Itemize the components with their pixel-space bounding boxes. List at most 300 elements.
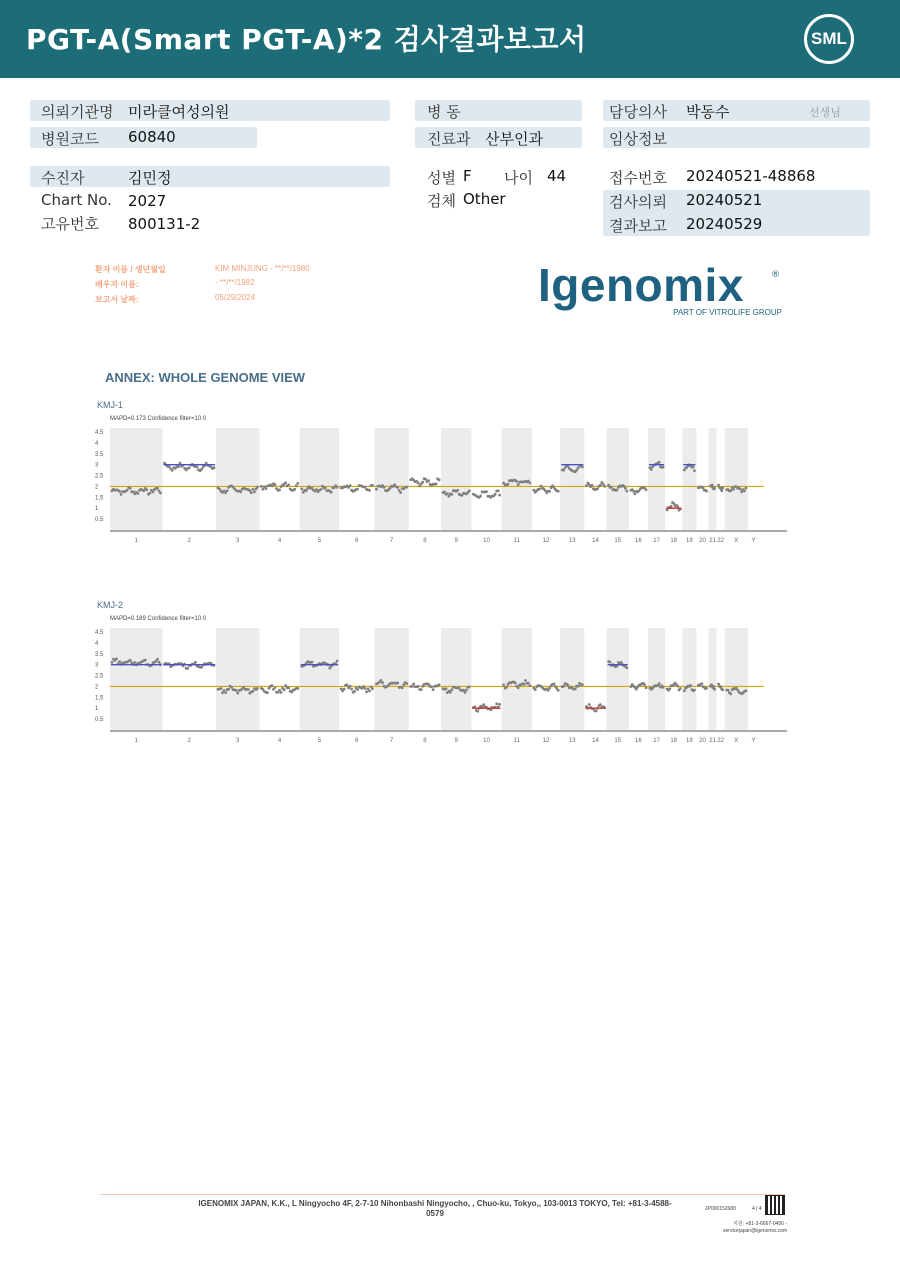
data-point xyxy=(743,490,746,493)
data-point xyxy=(305,489,308,492)
chromosome-band xyxy=(502,428,532,530)
x-tick-label: 20 xyxy=(699,538,706,544)
receipt-value: 20240521-48868 xyxy=(686,167,816,185)
data-point xyxy=(251,690,254,693)
data-point xyxy=(330,491,333,494)
department-label: 진료과 xyxy=(427,130,471,148)
data-point xyxy=(349,685,352,688)
igx-spouse-label: 배우자 이름: xyxy=(95,280,139,289)
y-tick-label: 1 xyxy=(95,706,99,713)
data-point xyxy=(650,468,653,471)
data-point xyxy=(676,685,679,688)
y-tick-label: 1 xyxy=(95,506,99,513)
data-point xyxy=(118,490,121,493)
data-point xyxy=(287,687,290,690)
footer-phone: 지원: +81-3-6667-0456 - xyxy=(733,1221,787,1227)
data-point xyxy=(412,683,415,686)
data-point xyxy=(364,486,367,489)
data-point xyxy=(430,685,433,688)
ward-label: 병 동 xyxy=(427,103,461,121)
x-tick-label: 12 xyxy=(542,538,550,544)
x-tick-label: 1 xyxy=(134,538,138,544)
department-value: 산부인과 xyxy=(485,130,543,148)
patient-label: 수진자 xyxy=(41,169,85,187)
data-point xyxy=(278,689,281,692)
chart-kmj-2 xyxy=(90,625,790,745)
data-point xyxy=(152,491,155,494)
sex-label: 성별 xyxy=(427,169,456,187)
data-point xyxy=(609,661,612,664)
y-tick-label: 2 xyxy=(95,684,99,691)
y-tick-label: 4.5 xyxy=(95,630,104,636)
x-tick-label: 19 xyxy=(686,738,693,744)
institution-value: 미라클여성의원 xyxy=(128,103,230,121)
data-point xyxy=(498,703,501,706)
data-point xyxy=(599,703,602,706)
x-tick-label: 2 xyxy=(187,738,191,744)
data-point xyxy=(701,682,704,685)
x-tick-label: 10 xyxy=(483,538,490,544)
footer-divider xyxy=(100,1194,786,1195)
data-point xyxy=(713,487,716,490)
data-point xyxy=(188,467,191,470)
sml-logo: SML xyxy=(804,14,854,64)
x-tick-label: 6 xyxy=(355,738,359,744)
data-point xyxy=(421,481,424,484)
data-point xyxy=(448,495,451,498)
igx-patient-value: KIM MINJUNG - **/**/1980 xyxy=(215,264,310,273)
data-point xyxy=(625,667,628,670)
patient-value: 김민정 xyxy=(128,169,172,187)
chromosome-band xyxy=(648,628,665,730)
igenomix-logo xyxy=(530,258,788,324)
chromosome-band xyxy=(110,428,162,530)
data-point xyxy=(514,682,517,685)
y-tick-label: 2 xyxy=(95,484,99,491)
data-point xyxy=(432,688,435,691)
x-tick-label: 4 xyxy=(277,738,282,744)
chromosome-band xyxy=(607,428,629,530)
data-point xyxy=(456,489,459,492)
x-tick-label: 20 xyxy=(699,738,706,744)
x-tick-label: 8 xyxy=(423,538,427,544)
data-point xyxy=(226,489,229,492)
data-point xyxy=(346,684,349,687)
data-point xyxy=(371,687,374,690)
data-point xyxy=(479,495,482,498)
data-point xyxy=(711,484,714,487)
y-tick-label: 3 xyxy=(95,662,99,669)
data-point xyxy=(401,687,404,690)
data-point xyxy=(485,490,488,493)
data-point xyxy=(450,688,453,691)
footer-email: servicejapan@igenomix.com xyxy=(723,1228,787,1234)
data-point xyxy=(343,688,346,691)
x-tick-label: 10 xyxy=(483,738,490,744)
chart-2-note: MAPD=0.189 Confidence filter=10.0 xyxy=(110,616,207,622)
chromosome-band xyxy=(374,428,408,530)
data-point xyxy=(495,702,498,705)
x-tick-label: 3 xyxy=(236,538,240,544)
report-date-label: 결과보고 xyxy=(609,217,667,235)
data-point xyxy=(186,667,189,670)
data-point xyxy=(368,690,371,693)
registered-mark: ® xyxy=(771,270,780,280)
x-tick-label: 8 xyxy=(423,738,427,744)
specimen-value: Other xyxy=(463,190,506,208)
data-point xyxy=(494,493,497,496)
chromosome-band xyxy=(441,628,471,730)
x-tick-label: 7 xyxy=(389,738,394,744)
chromosome-band xyxy=(560,428,584,530)
x-tick-label: 3 xyxy=(236,738,240,744)
data-point xyxy=(662,686,665,689)
data-point xyxy=(371,484,374,487)
data-point xyxy=(577,467,580,470)
data-point xyxy=(515,480,518,483)
data-point xyxy=(574,688,577,691)
data-point xyxy=(502,684,505,687)
data-point xyxy=(224,691,227,694)
chromosome-band xyxy=(110,628,162,730)
x-tick-label: 22 xyxy=(717,538,724,544)
data-point xyxy=(427,479,430,482)
data-point xyxy=(449,691,452,694)
data-point xyxy=(274,483,277,486)
data-point xyxy=(658,461,661,464)
data-point xyxy=(683,689,686,692)
chromosome-band xyxy=(374,628,408,730)
data-point xyxy=(260,485,263,488)
data-point xyxy=(527,682,530,685)
data-point xyxy=(670,505,673,508)
data-point xyxy=(524,679,527,682)
data-point xyxy=(548,490,551,493)
data-point xyxy=(133,661,136,664)
x-tick-label: X xyxy=(734,538,739,544)
data-point xyxy=(256,486,259,489)
chromosome-band xyxy=(682,628,696,730)
data-point xyxy=(280,691,283,694)
footer-code: JP000152688 xyxy=(705,1206,736,1212)
data-point xyxy=(465,689,468,692)
x-tick-label: 13 xyxy=(568,738,576,744)
data-point xyxy=(557,490,560,493)
data-point xyxy=(383,486,386,489)
data-point xyxy=(581,466,584,469)
data-point xyxy=(118,660,121,663)
data-point xyxy=(596,487,599,490)
data-point xyxy=(538,488,541,491)
data-point xyxy=(498,494,501,497)
data-point xyxy=(296,482,299,485)
data-point xyxy=(235,689,238,692)
data-point xyxy=(745,487,748,490)
x-tick-label: 19 xyxy=(686,538,693,544)
data-point xyxy=(468,490,471,493)
data-point xyxy=(274,686,277,689)
data-point xyxy=(581,683,584,686)
data-point xyxy=(262,488,265,491)
data-point xyxy=(721,688,724,691)
data-point xyxy=(672,502,675,505)
data-point xyxy=(435,483,438,486)
age-label: 나이 xyxy=(504,169,533,187)
data-point xyxy=(624,487,627,490)
y-tick-label: 1.5 xyxy=(95,695,104,702)
data-point xyxy=(293,488,296,491)
data-point xyxy=(595,709,598,712)
data-point xyxy=(450,493,453,496)
data-point xyxy=(396,682,399,685)
data-point xyxy=(251,488,254,491)
igx-report-label: 보고서 날짜: xyxy=(95,295,139,304)
data-point xyxy=(253,490,256,493)
data-point xyxy=(634,492,637,495)
data-point xyxy=(420,688,423,691)
data-point xyxy=(336,486,339,489)
data-point xyxy=(381,681,384,684)
data-point xyxy=(599,484,602,487)
data-point xyxy=(616,489,619,492)
data-point xyxy=(283,688,286,691)
data-point xyxy=(364,687,367,690)
data-point xyxy=(266,691,269,694)
data-point xyxy=(577,685,580,688)
x-tick-label: 11 xyxy=(513,738,520,744)
receipt-label: 접수번호 xyxy=(609,169,667,187)
data-point xyxy=(396,486,399,489)
data-point xyxy=(693,689,696,692)
data-point xyxy=(356,488,359,491)
x-tick-label: 9 xyxy=(454,738,458,744)
footer-page: 4 | 4 xyxy=(752,1206,762,1212)
igx-patient-label: 환자 이름 / 생년월일 xyxy=(95,265,166,274)
data-point xyxy=(375,488,378,491)
data-point xyxy=(336,660,339,663)
x-tick-label: 5 xyxy=(317,538,322,544)
data-point xyxy=(610,486,613,489)
data-point xyxy=(380,679,383,682)
x-tick-label: 16 xyxy=(635,538,642,544)
x-tick-label: 21 xyxy=(709,538,716,544)
x-tick-label: 15 xyxy=(614,738,622,744)
data-point xyxy=(507,483,510,486)
chart-1-name: KMJ-1 xyxy=(97,400,124,410)
y-tick-label: 2.5 xyxy=(95,473,104,480)
data-point xyxy=(468,686,471,689)
chromosome-band xyxy=(607,628,629,730)
x-tick-label: 1 xyxy=(134,738,138,744)
x-tick-label: 18 xyxy=(670,538,678,544)
data-point xyxy=(693,469,696,472)
data-point xyxy=(149,492,152,495)
data-point xyxy=(705,490,708,493)
y-tick-label: 4 xyxy=(95,640,99,647)
data-point xyxy=(194,661,197,664)
x-tick-label: 6 xyxy=(355,538,359,544)
data-point xyxy=(732,488,735,491)
chart-no-value: 2027 xyxy=(128,192,167,210)
data-point xyxy=(196,466,199,469)
data-point xyxy=(271,684,274,687)
data-point xyxy=(553,683,556,686)
data-point xyxy=(712,685,715,688)
id-label: 고유번호 xyxy=(41,215,99,233)
report-header xyxy=(0,0,900,78)
data-point xyxy=(236,692,239,695)
y-tick-label: 4 xyxy=(95,440,99,447)
data-point xyxy=(721,486,724,489)
hospital-code-value: 60840 xyxy=(128,128,176,146)
data-point xyxy=(405,682,408,685)
report-date-value: 20240529 xyxy=(686,215,763,233)
data-point xyxy=(745,689,748,692)
data-point xyxy=(156,658,159,661)
y-tick-label: 3.5 xyxy=(95,451,104,458)
data-point xyxy=(445,687,448,690)
data-point xyxy=(729,693,732,696)
data-point xyxy=(145,488,148,491)
data-point xyxy=(529,684,532,687)
x-tick-label: 7 xyxy=(389,538,394,544)
data-point xyxy=(446,492,449,495)
data-point xyxy=(585,484,588,487)
data-point xyxy=(668,687,671,690)
data-point xyxy=(438,683,441,686)
data-point xyxy=(296,687,299,690)
x-tick-label: 15 xyxy=(614,538,622,544)
x-tick-label: 22 xyxy=(717,738,724,744)
doctor-value: 박동수 xyxy=(686,103,730,121)
data-point xyxy=(721,489,724,492)
data-point xyxy=(284,481,287,484)
data-point xyxy=(399,491,402,494)
chromosome-band xyxy=(300,428,339,530)
data-point xyxy=(717,683,720,686)
data-point xyxy=(156,487,159,490)
data-point xyxy=(368,489,371,492)
data-point xyxy=(221,691,224,694)
chart-1-note: MAPD=0.173 Confidence filter=10.0 xyxy=(110,416,207,422)
data-point xyxy=(239,490,242,493)
chromosome-band xyxy=(441,428,471,530)
data-point xyxy=(129,487,132,490)
y-tick-label: 3.5 xyxy=(95,651,104,658)
data-point xyxy=(529,482,532,485)
x-tick-label: 12 xyxy=(542,738,550,744)
data-point xyxy=(505,686,508,689)
chromosome-band xyxy=(682,428,696,530)
data-point xyxy=(591,484,594,487)
data-point xyxy=(247,688,250,691)
data-point xyxy=(658,682,661,685)
institution-label: 의뢰기관명 xyxy=(41,103,114,121)
igx-report-value: 05/29/2024 xyxy=(215,293,256,302)
hospital-code-label: 병원코드 xyxy=(41,130,99,148)
chromosome-band xyxy=(300,628,339,730)
data-point xyxy=(365,690,368,693)
data-point xyxy=(517,686,520,689)
data-point xyxy=(689,684,692,687)
data-point xyxy=(548,687,551,690)
data-point xyxy=(739,488,742,491)
data-point xyxy=(350,688,353,691)
specimen-label: 검체 xyxy=(427,192,456,210)
chromosome-band xyxy=(709,628,717,730)
x-tick-label: 13 xyxy=(568,538,576,544)
chromosome-band xyxy=(502,628,532,730)
request-label: 검사의뢰 xyxy=(609,193,667,211)
chromosome-band xyxy=(709,428,717,530)
data-point xyxy=(200,666,203,669)
x-tick-label: 18 xyxy=(670,738,678,744)
annex-title: ANNEX: WHOLE GENOME VIEW xyxy=(105,370,306,385)
data-point xyxy=(120,493,123,496)
data-point xyxy=(523,683,526,686)
x-tick-label: 17 xyxy=(653,538,660,544)
igenomix-tagline: PART OF VITROLIFE GROUP xyxy=(673,308,782,317)
data-point xyxy=(265,487,268,490)
data-point xyxy=(645,488,648,491)
x-tick-label: Y xyxy=(751,738,756,744)
x-tick-label: 4 xyxy=(277,538,282,544)
footer-contact xyxy=(705,1221,787,1235)
x-tick-label: 9 xyxy=(454,538,458,544)
x-tick-label: 2 xyxy=(187,538,191,544)
data-point xyxy=(464,691,467,694)
y-tick-label: 0.5 xyxy=(95,717,104,724)
data-point xyxy=(256,687,259,690)
data-point xyxy=(567,684,570,687)
age-value: 44 xyxy=(547,167,567,185)
data-point xyxy=(417,685,420,688)
igx-spouse-value: - **/**/1982 xyxy=(215,278,255,287)
data-point xyxy=(227,688,230,691)
data-point xyxy=(300,488,303,491)
data-point xyxy=(632,490,635,493)
data-point xyxy=(311,661,314,664)
doctor-suffix: 선생님 xyxy=(809,106,841,119)
chromosome-band xyxy=(725,628,748,730)
data-point xyxy=(679,687,682,690)
chart-no-label: Chart No. xyxy=(41,191,112,209)
data-point xyxy=(717,484,720,487)
x-tick-label: 11 xyxy=(513,538,520,544)
x-tick-label: 16 xyxy=(635,738,642,744)
chromosome-band xyxy=(216,628,259,730)
data-point xyxy=(126,489,129,492)
data-point xyxy=(278,488,281,491)
data-point xyxy=(562,685,565,688)
x-tick-label: Y xyxy=(751,538,756,544)
data-point xyxy=(676,505,679,508)
x-tick-label: 5 xyxy=(317,738,322,744)
data-point xyxy=(324,487,327,490)
chart-2-name: KMJ-2 xyxy=(97,600,124,610)
y-tick-label: 4.5 xyxy=(95,430,104,436)
chromosome-band xyxy=(725,428,748,530)
data-point xyxy=(562,469,565,472)
doctor-label: 담당의사 xyxy=(609,103,667,121)
data-point xyxy=(111,661,114,664)
data-point xyxy=(662,466,665,469)
chromosome-band xyxy=(648,428,665,530)
x-tick-label: 14 xyxy=(592,738,599,744)
footer-address: IGENOMIX JAPAN, K.K., L Ningyocho 4F, 2-7-10 Nihonbashi Ningyocho, , Chuo-ku, Tokyo,, 103-0013 TOKYO, Tel: +81-3-4588-0579 xyxy=(198,1199,672,1218)
data-point xyxy=(497,489,500,492)
data-point xyxy=(356,688,359,691)
